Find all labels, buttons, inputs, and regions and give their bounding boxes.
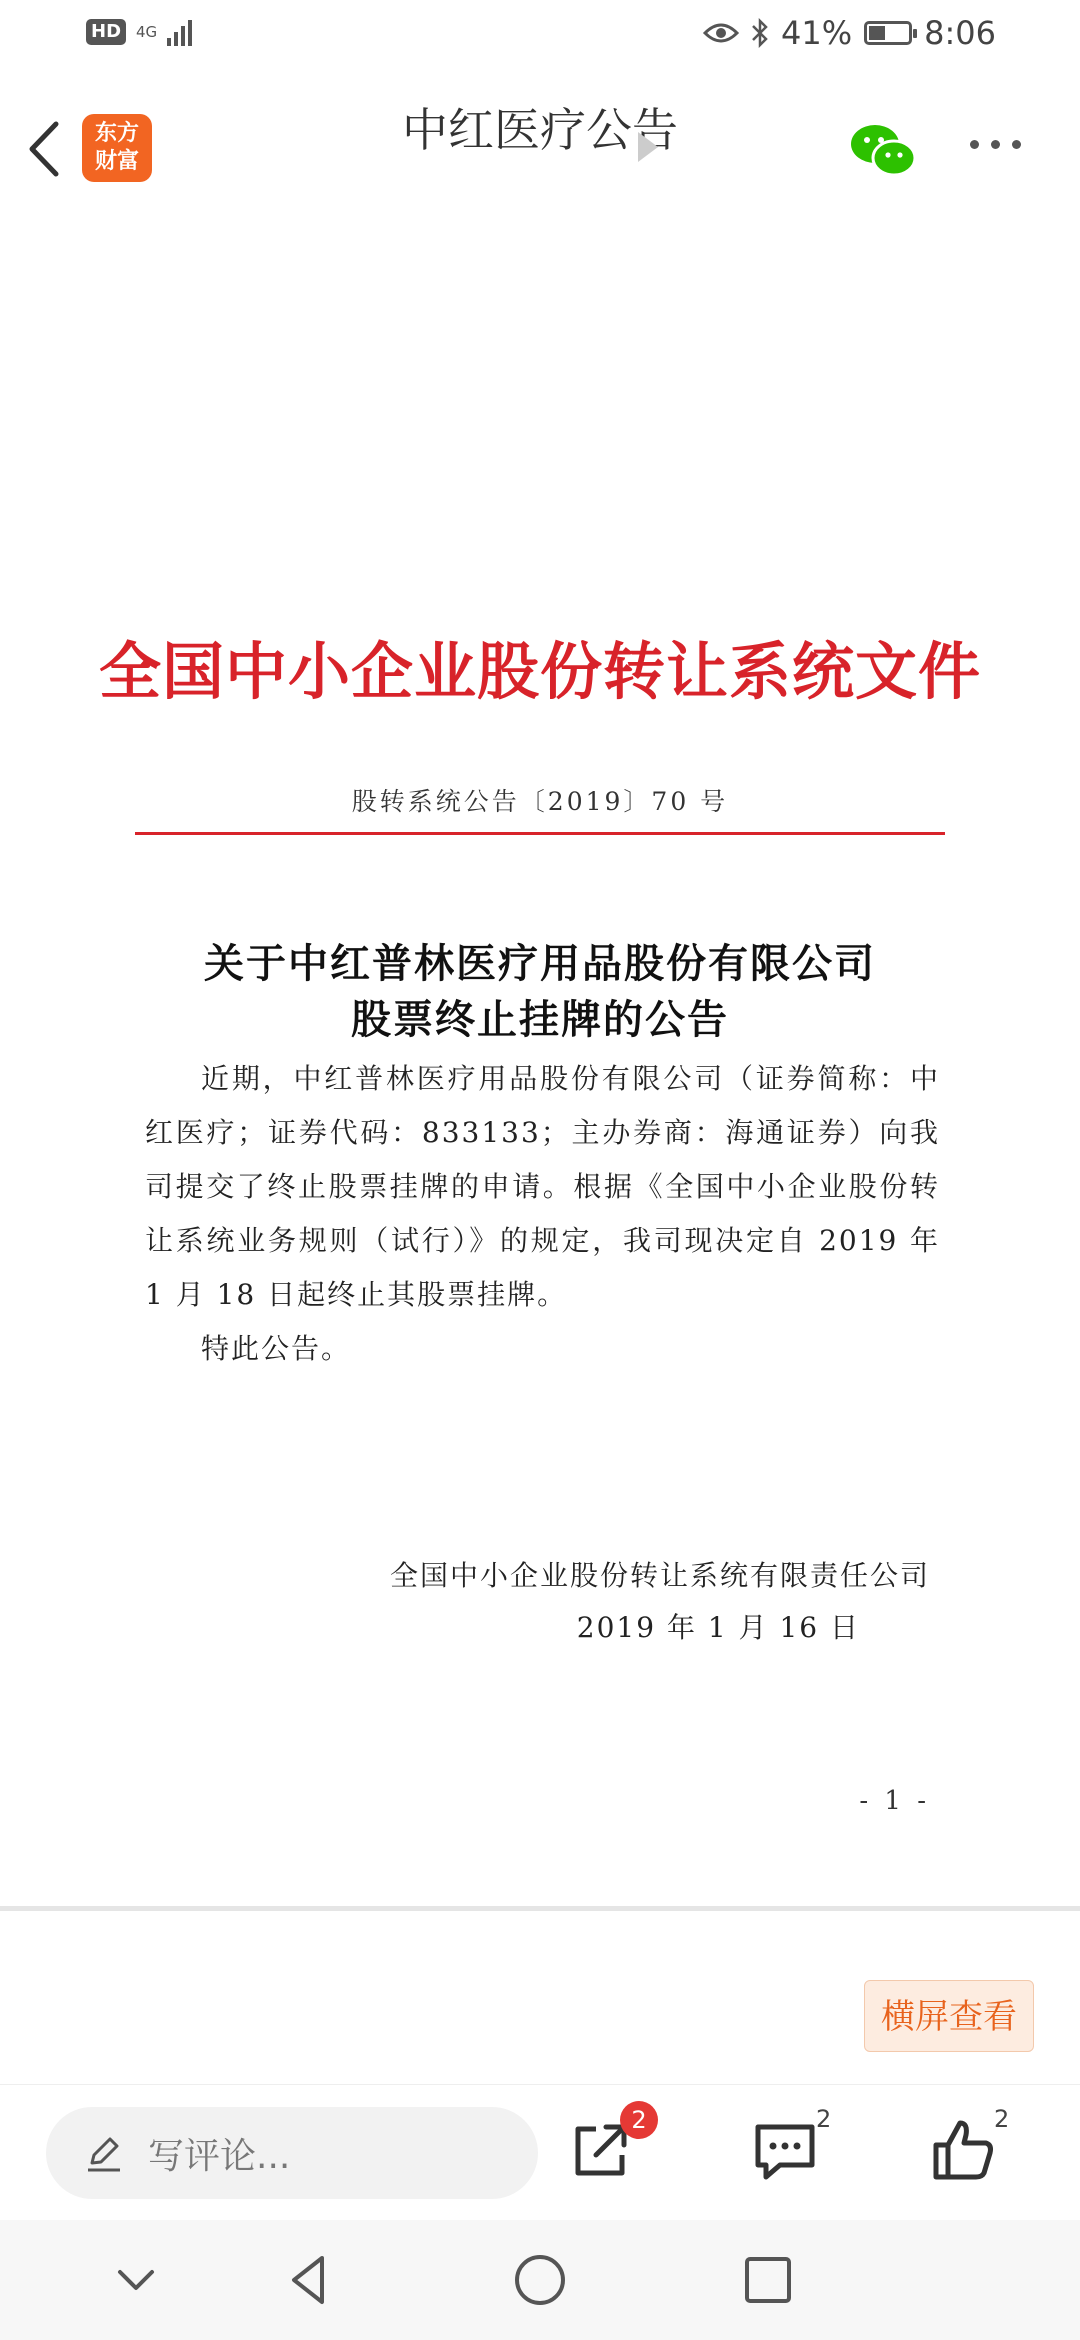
share-button[interactable]: [566, 2106, 647, 2195]
signal-icon: [167, 18, 192, 46]
status-left: [86, 18, 192, 46]
doc-header: 全国中小企业股份转让系统文件: [98, 635, 981, 708]
like-button[interactable]: [928, 2105, 1010, 2195]
network-type: 4G: [136, 23, 158, 41]
body-paragraph: 近期，中红普林医疗用品股份有限公司（证券简称：中红医疗；证券代码：833133；主办券商：海通证券）向我司提交了终止股票挂牌的申请。根据《全国中小企业股份转让系统业务规则（试行）》的规定，我司现决定自 2019 年 1 月 18 日起终止其股票挂牌。: [145, 1062, 940, 1311]
comments-button[interactable]: [750, 2105, 832, 2195]
recent-apps-square-icon[interactable]: [736, 2248, 800, 2312]
red-divider: [135, 832, 945, 835]
hd-badge: HD: [86, 19, 126, 45]
home-circle-icon[interactable]: [508, 2248, 572, 2312]
chevron-down-icon[interactable]: [104, 2248, 168, 2312]
clock: 8:06: [924, 14, 996, 52]
signature-date: 2019 年 1 月 16 日: [576, 1611, 860, 1644]
landscape-view-button[interactable]: 横屏查看: [864, 1980, 1034, 2052]
more-options-button[interactable]: [970, 134, 1030, 154]
share-badge: 2: [620, 2101, 658, 2139]
body-paragraph: 特此公告。: [201, 1332, 352, 1365]
doc-body: [145, 1052, 940, 1376]
battery-percent: 41%: [781, 14, 853, 52]
doc-title-line2: 股票终止挂牌的公告: [351, 996, 729, 1043]
system-navigation-bar: [0, 2220, 1080, 2340]
eye-icon: [703, 21, 739, 45]
signature-org: 全国中小企业股份转让系统有限责任公司: [389, 1559, 930, 1592]
battery-icon: [864, 21, 912, 45]
section-divider: [0, 1906, 1080, 1911]
play-arrow-icon[interactable]: [638, 132, 658, 162]
comment-placeholder: 写评论...: [148, 2135, 291, 2177]
pen-icon: [84, 2133, 124, 2173]
comment-count: 2: [816, 2105, 832, 2133]
bluetooth-icon: [751, 18, 769, 48]
comment-input[interactable]: [46, 2107, 538, 2199]
doc-title: [0, 936, 1080, 1048]
status-bar: [0, 0, 1080, 80]
thumbs-up-icon: [928, 2115, 998, 2185]
announcement-document: [0, 214, 1080, 1908]
back-triangle-icon[interactable]: [278, 2248, 342, 2312]
signature: [390, 1550, 930, 1654]
page-title: 中红医疗公告: [402, 103, 678, 157]
status-right: [703, 14, 996, 52]
like-count: 2: [994, 2105, 1010, 2133]
doc-title-line1: 关于中红普林医疗用品股份有限公司: [204, 940, 876, 987]
comment-icon: [750, 2115, 820, 2185]
logo-text-2: 财富: [94, 149, 139, 174]
logo-text-1: 东方: [94, 121, 139, 146]
nav-bar: [0, 80, 1080, 215]
action-bar: [0, 2084, 1080, 2221]
page-number: - 1 -: [859, 1786, 930, 1816]
wechat-share-icon[interactable]: [848, 120, 918, 180]
doc-number: 股转系统公告〔2019〕70 号: [351, 787, 729, 816]
